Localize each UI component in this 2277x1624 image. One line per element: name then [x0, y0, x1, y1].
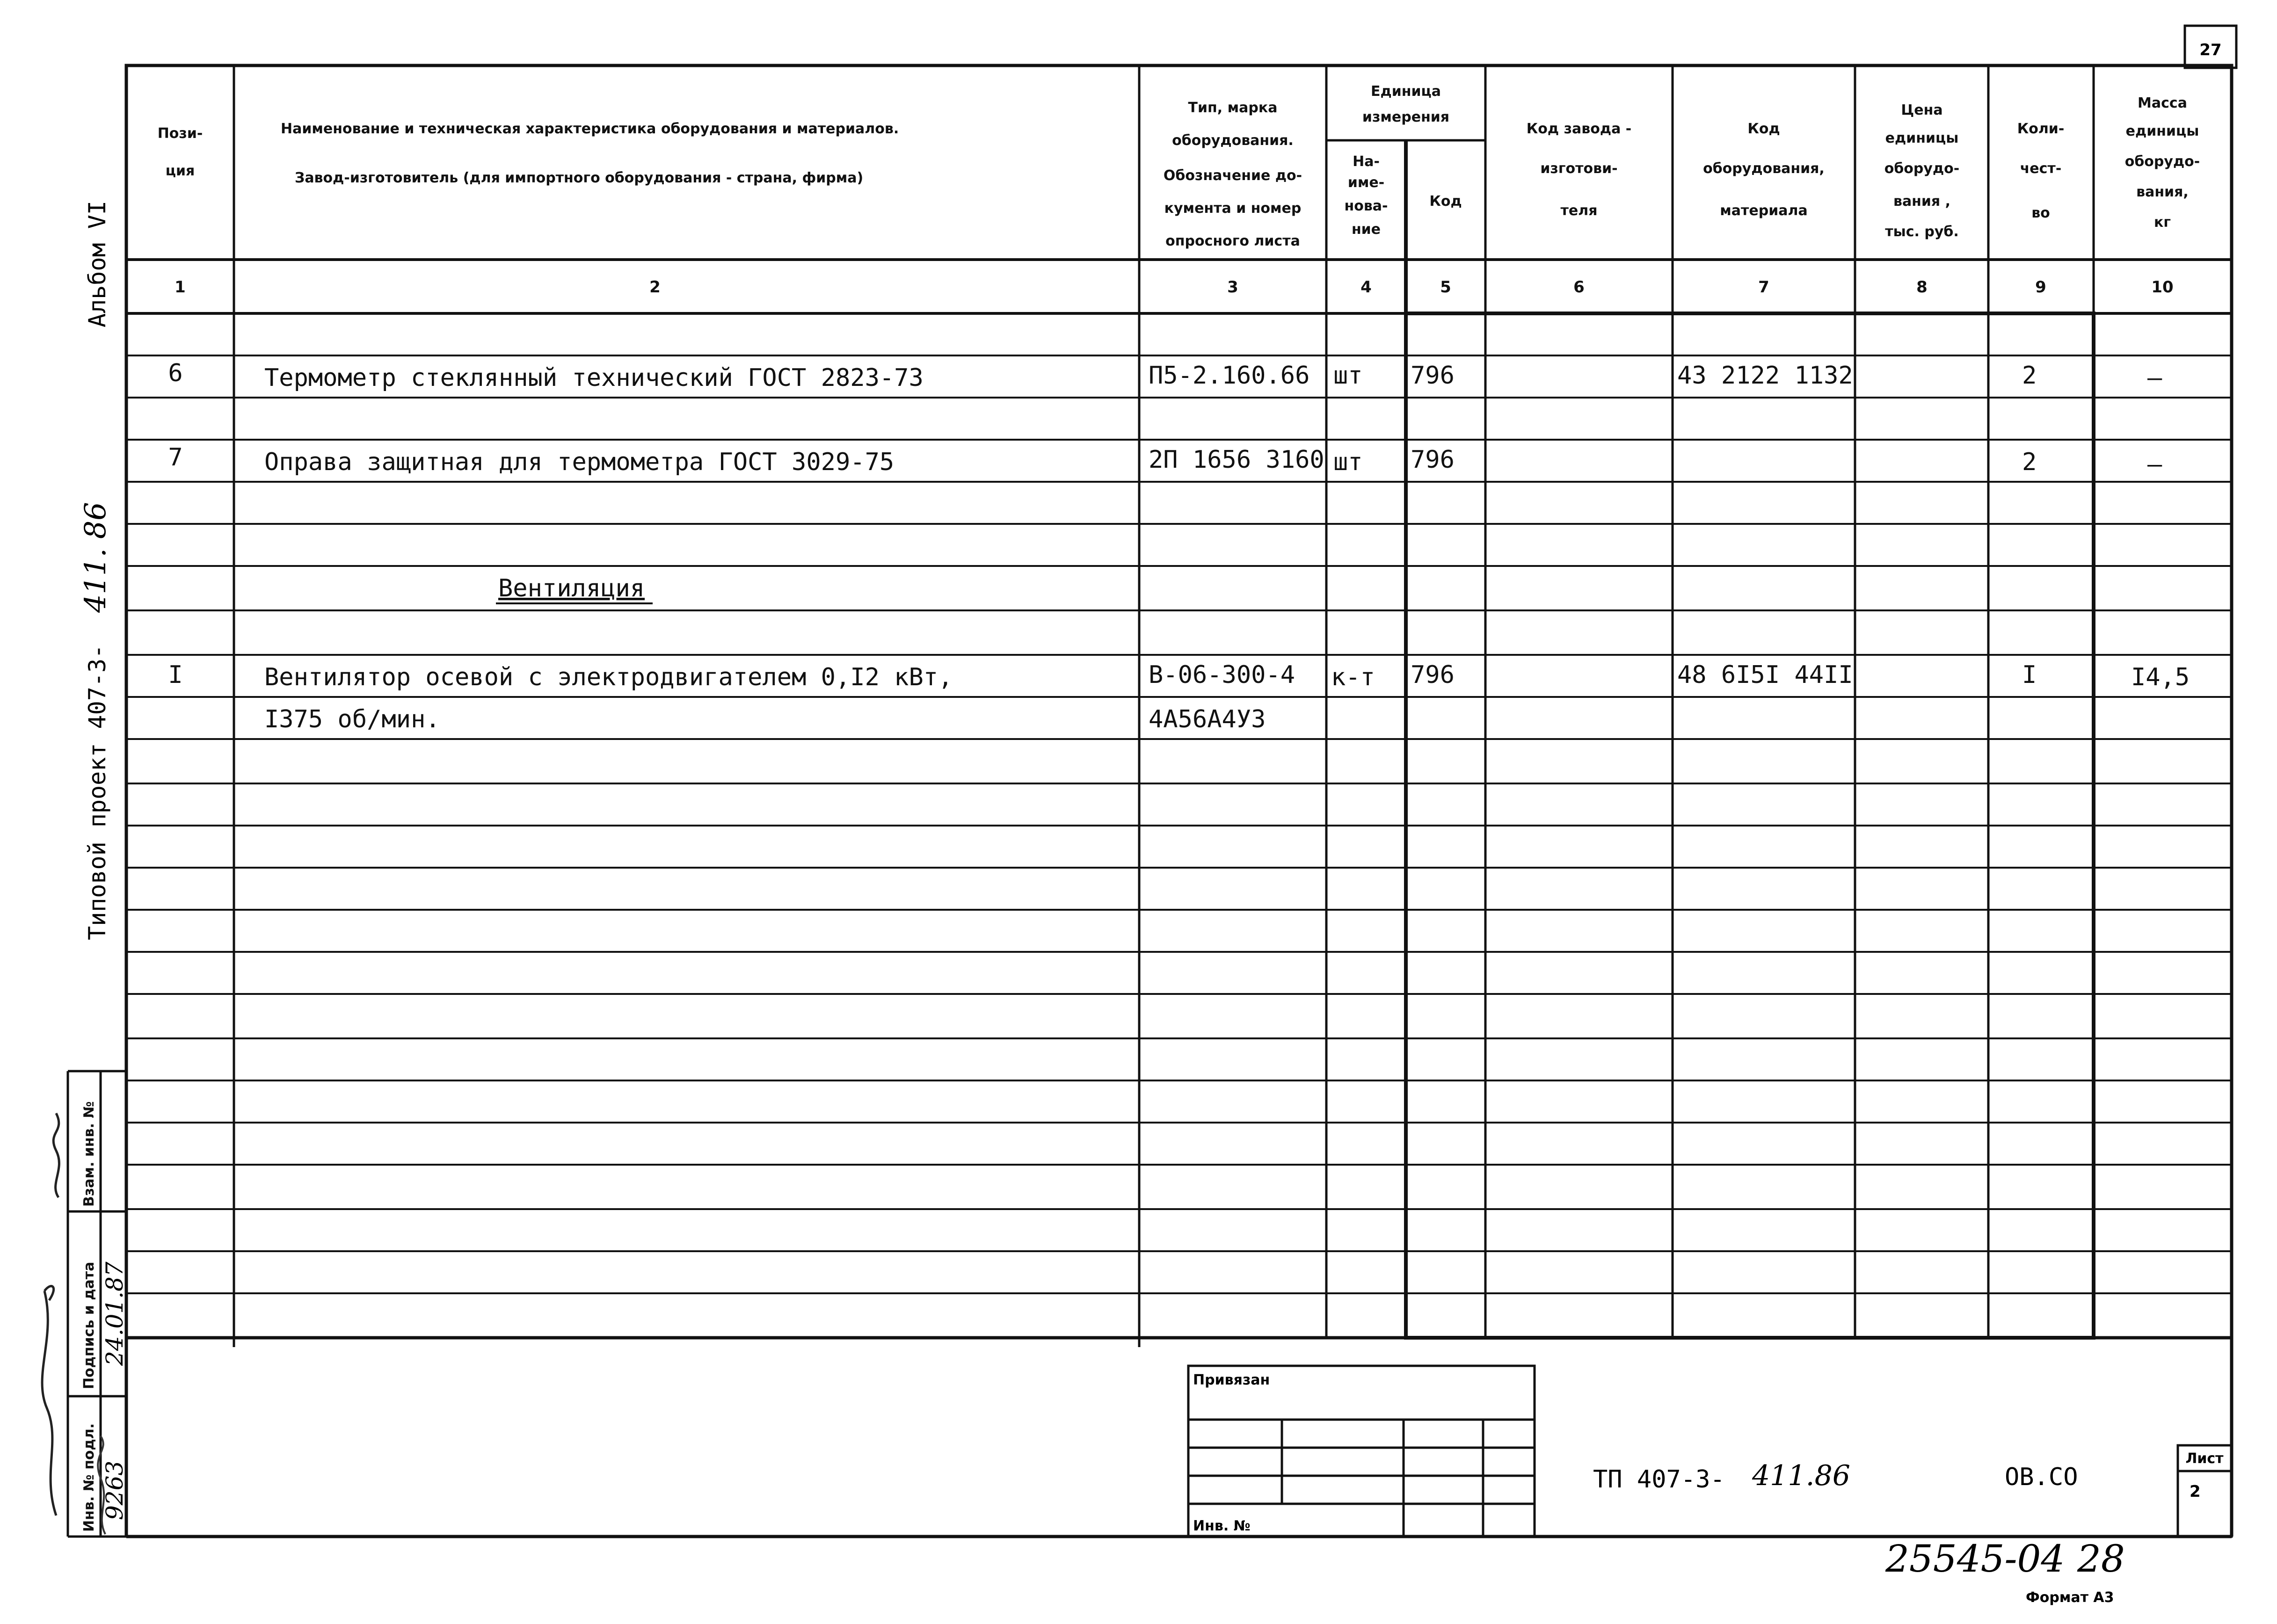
column-number: 1 [175, 278, 186, 297]
archive-number-handwritten: 25545-04 [1885, 1537, 2065, 1580]
col4-header-line3: нова- [1344, 198, 1388, 214]
column-number: 9 [2035, 278, 2046, 297]
signature-mark [53, 1113, 59, 1197]
row-unit-code: 796 [1411, 362, 1455, 390]
signature-date-label: Подпись и дата [81, 1262, 97, 1389]
document-code: ТП 407-3- [1593, 1465, 1725, 1494]
row-unit: к-т [1331, 663, 1375, 691]
row-mass: – [2147, 450, 2162, 478]
row-unit: шт [1333, 362, 1363, 390]
column-number: 5 [1440, 278, 1451, 297]
album-label: Альбом VI [84, 201, 111, 327]
project-label: Типовой проект 407-3- [84, 644, 111, 940]
table-row [168, 359, 2162, 392]
replaced-inv-label: Взам. инв. № [81, 1101, 97, 1207]
col8-header-line4: вания , [1893, 193, 1951, 210]
project-number-handwritten: 411. 86 [78, 502, 112, 613]
sheet-label: Лист [2185, 1450, 2224, 1467]
table-frame [126, 65, 2232, 1338]
signature-mark [42, 1286, 56, 1515]
col10-header-line4: вания, [2136, 184, 2189, 200]
row-name: Вентилятор осевой с электродвигателем 0,I2 кВт, [264, 663, 953, 691]
row-unit: шт [1333, 448, 1363, 476]
units-header-line2: измерения [1362, 109, 1450, 125]
row-mass: I4,5 [2131, 663, 2190, 691]
col1-header-line1: Пози- [157, 125, 203, 142]
col10-header-line3: оборудо- [2124, 153, 2200, 170]
col9-header-line1: Коли- [2017, 121, 2065, 137]
col8-header-line3: оборудо- [1884, 160, 1960, 177]
row-position: 6 [168, 359, 183, 387]
units-header-line1: Единица [1371, 83, 1441, 100]
col2-header-line2: Завод-изготовитель (для импортного оборудования - страна, фирма) [295, 170, 864, 186]
row-type: 2П 1656 3160 [1149, 446, 1324, 474]
section-heading: Вентиляция [498, 574, 645, 602]
table-header [158, 83, 2200, 249]
col7-header-line2: оборудования, [1703, 160, 1825, 177]
column-number: 8 [1916, 278, 1928, 297]
col10-header-line2: единицы [2125, 123, 2199, 139]
col5-header: Код [1429, 193, 1462, 210]
col6-header-line3: теля [1560, 203, 1598, 219]
col9-header-line2: чест- [2020, 160, 2062, 177]
col1-header-line2: ция [165, 163, 195, 179]
column-number: 10 [2151, 278, 2174, 297]
document-code-handwritten: 411.86 [1752, 1459, 1850, 1492]
row-unit-code: 796 [1411, 661, 1455, 689]
col9-header-line3: во [2031, 205, 2050, 221]
row-position: I [168, 661, 183, 689]
row-qty: I [2022, 661, 2037, 689]
row-equip-code: 43 2122 1132 [1677, 362, 1853, 390]
row-unit-code: 796 [1411, 446, 1455, 474]
format-label: Формат А3 [2026, 1589, 2114, 1606]
row-name: Оправа защитная для термометра ГОСТ 3029-75 [264, 448, 895, 476]
archive-page-handwritten: 28 [2077, 1537, 2125, 1580]
col4-header-line1: На- [1353, 153, 1380, 170]
table-row [168, 443, 2162, 478]
signature-date-value: 24.01.87 [101, 1262, 128, 1366]
row-type: П5-2.160.66 [1149, 362, 1310, 390]
col3-header-line1: Тип, марка [1188, 100, 1278, 116]
table-body [168, 359, 2190, 733]
column-number-row [175, 278, 2174, 297]
col6-header-line2: изготови- [1540, 160, 1618, 177]
title-block [1188, 1366, 2232, 1537]
row-lines [126, 355, 2232, 1293]
col10-header-line1: Масса [2138, 95, 2187, 111]
col8-header-line2: единицы [1885, 130, 1959, 146]
col7-header-line3: материала [1720, 203, 1808, 219]
row-type: В-06-300-4 [1149, 661, 1295, 689]
sidebar-stamp-labels [81, 1101, 97, 1532]
col8-header-line5: тыс. руб. [1885, 224, 1959, 240]
row-qty: 2 [2022, 362, 2037, 390]
attached-label: Привязан [1193, 1372, 1270, 1388]
original-inv-label: Инв. № подл. [81, 1423, 97, 1532]
sheet-number: 2 [2190, 1482, 2201, 1501]
row-name: Термометр стеклянный технический ГОСТ 2823-73 [264, 364, 924, 392]
col4-header-line4: ние [1351, 221, 1381, 238]
page-number: 27 [2199, 41, 2222, 59]
row-equip-code: 48 6I5I 44II [1677, 661, 1853, 689]
column-number: 4 [1360, 278, 1372, 297]
column-number: 2 [649, 278, 661, 297]
col3-header-line4: кумента и номер [1164, 200, 1302, 217]
row-position: 7 [168, 443, 183, 471]
column-number: 3 [1227, 278, 1238, 297]
col8-header-line1: Цена [1901, 102, 1943, 118]
col3-header-line2: оборудования. [1172, 132, 1294, 149]
drawing-mark: ОВ.СО [2005, 1463, 2078, 1491]
original-inv-value: 9263 [101, 1460, 128, 1520]
row-mass: – [2147, 364, 2162, 392]
row-name-line2: I375 об/мин. [264, 705, 440, 733]
col4-header-line2: име- [1347, 174, 1385, 191]
col10-header-line5: кг [2153, 214, 2171, 231]
col3-header-line3: Обозначение до- [1163, 167, 1302, 184]
col7-header-line1: Код [1747, 121, 1780, 137]
title-inv-label: Инв. № [1193, 1518, 1251, 1534]
row-type-line2: 4А56А4У3 [1149, 705, 1266, 733]
col6-header-line1: Код завода - [1526, 121, 1632, 137]
col2-header-line1: Наименование и техническая характеристика оборудования и материалов. [281, 121, 899, 137]
column-number: 6 [1573, 278, 1585, 297]
col3-header-line5: опросного листа [1165, 233, 1300, 249]
row-qty: 2 [2022, 448, 2037, 476]
column-number: 7 [1758, 278, 1769, 297]
